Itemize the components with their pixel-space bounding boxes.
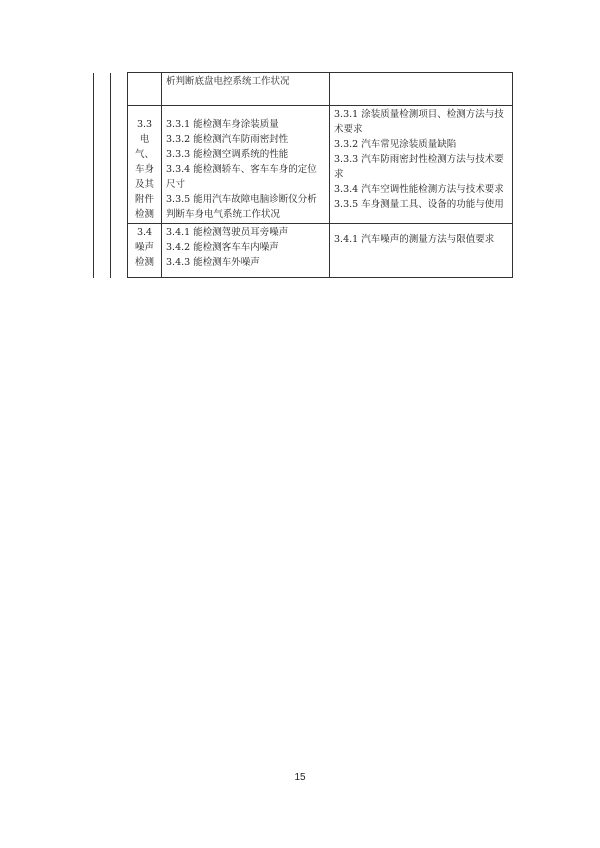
level-column-cell (94, 224, 111, 278)
skills-cell: 3.4.1 能检测驾驶员耳旁噪声 3.4.2 能检测客车车内噪声 3.4.3 能检测车外噪声 (162, 224, 330, 278)
table-row (94, 224, 513, 278)
function-column-cell (111, 106, 128, 224)
level-column-cell (94, 106, 111, 224)
table-row (94, 106, 513, 224)
page-number: 15 (294, 772, 306, 783)
skills-cell: 3.3.1 能检测车身涂装质量 3.3.2 能检测汽车防雨密封性 3.3.3 能检测空调系统的性能 3.3.4 能检测轿车、客车车身的定位尺寸 3.3.5 能用汽车故障电脑诊断仪分析判断车身电气系统工作状况 (162, 106, 330, 224)
level-column-cell (94, 73, 111, 106)
function-column-cell (111, 73, 128, 106)
module-cell: 3.3 电 气、 车身 及其 附件 检测 (128, 106, 162, 224)
knowledge-cell: 3.4.1 汽车噪声的测量方法与限值要求 (330, 224, 513, 278)
table-row (94, 73, 513, 106)
function-column-cell (111, 224, 128, 278)
knowledge-cell: 3.3.1 涂装质量检测项目、检测方法与技术要求 3.3.2 汽车常见涂装质量缺陷 3.3.3 汽车防雨密封性检测方法与技术要求 3.3.4 汽车空调性能检测方法与技术要求 3.3.5 车身测量工具、设备的功能与使用 (330, 106, 513, 224)
standard-table (93, 72, 513, 278)
skills-cell: 析判断底盘电控系统工作状况 (162, 73, 330, 106)
module-cell: 3.4 噪声 检测 (128, 224, 162, 278)
knowledge-cell (330, 73, 513, 106)
module-cell (128, 73, 162, 106)
